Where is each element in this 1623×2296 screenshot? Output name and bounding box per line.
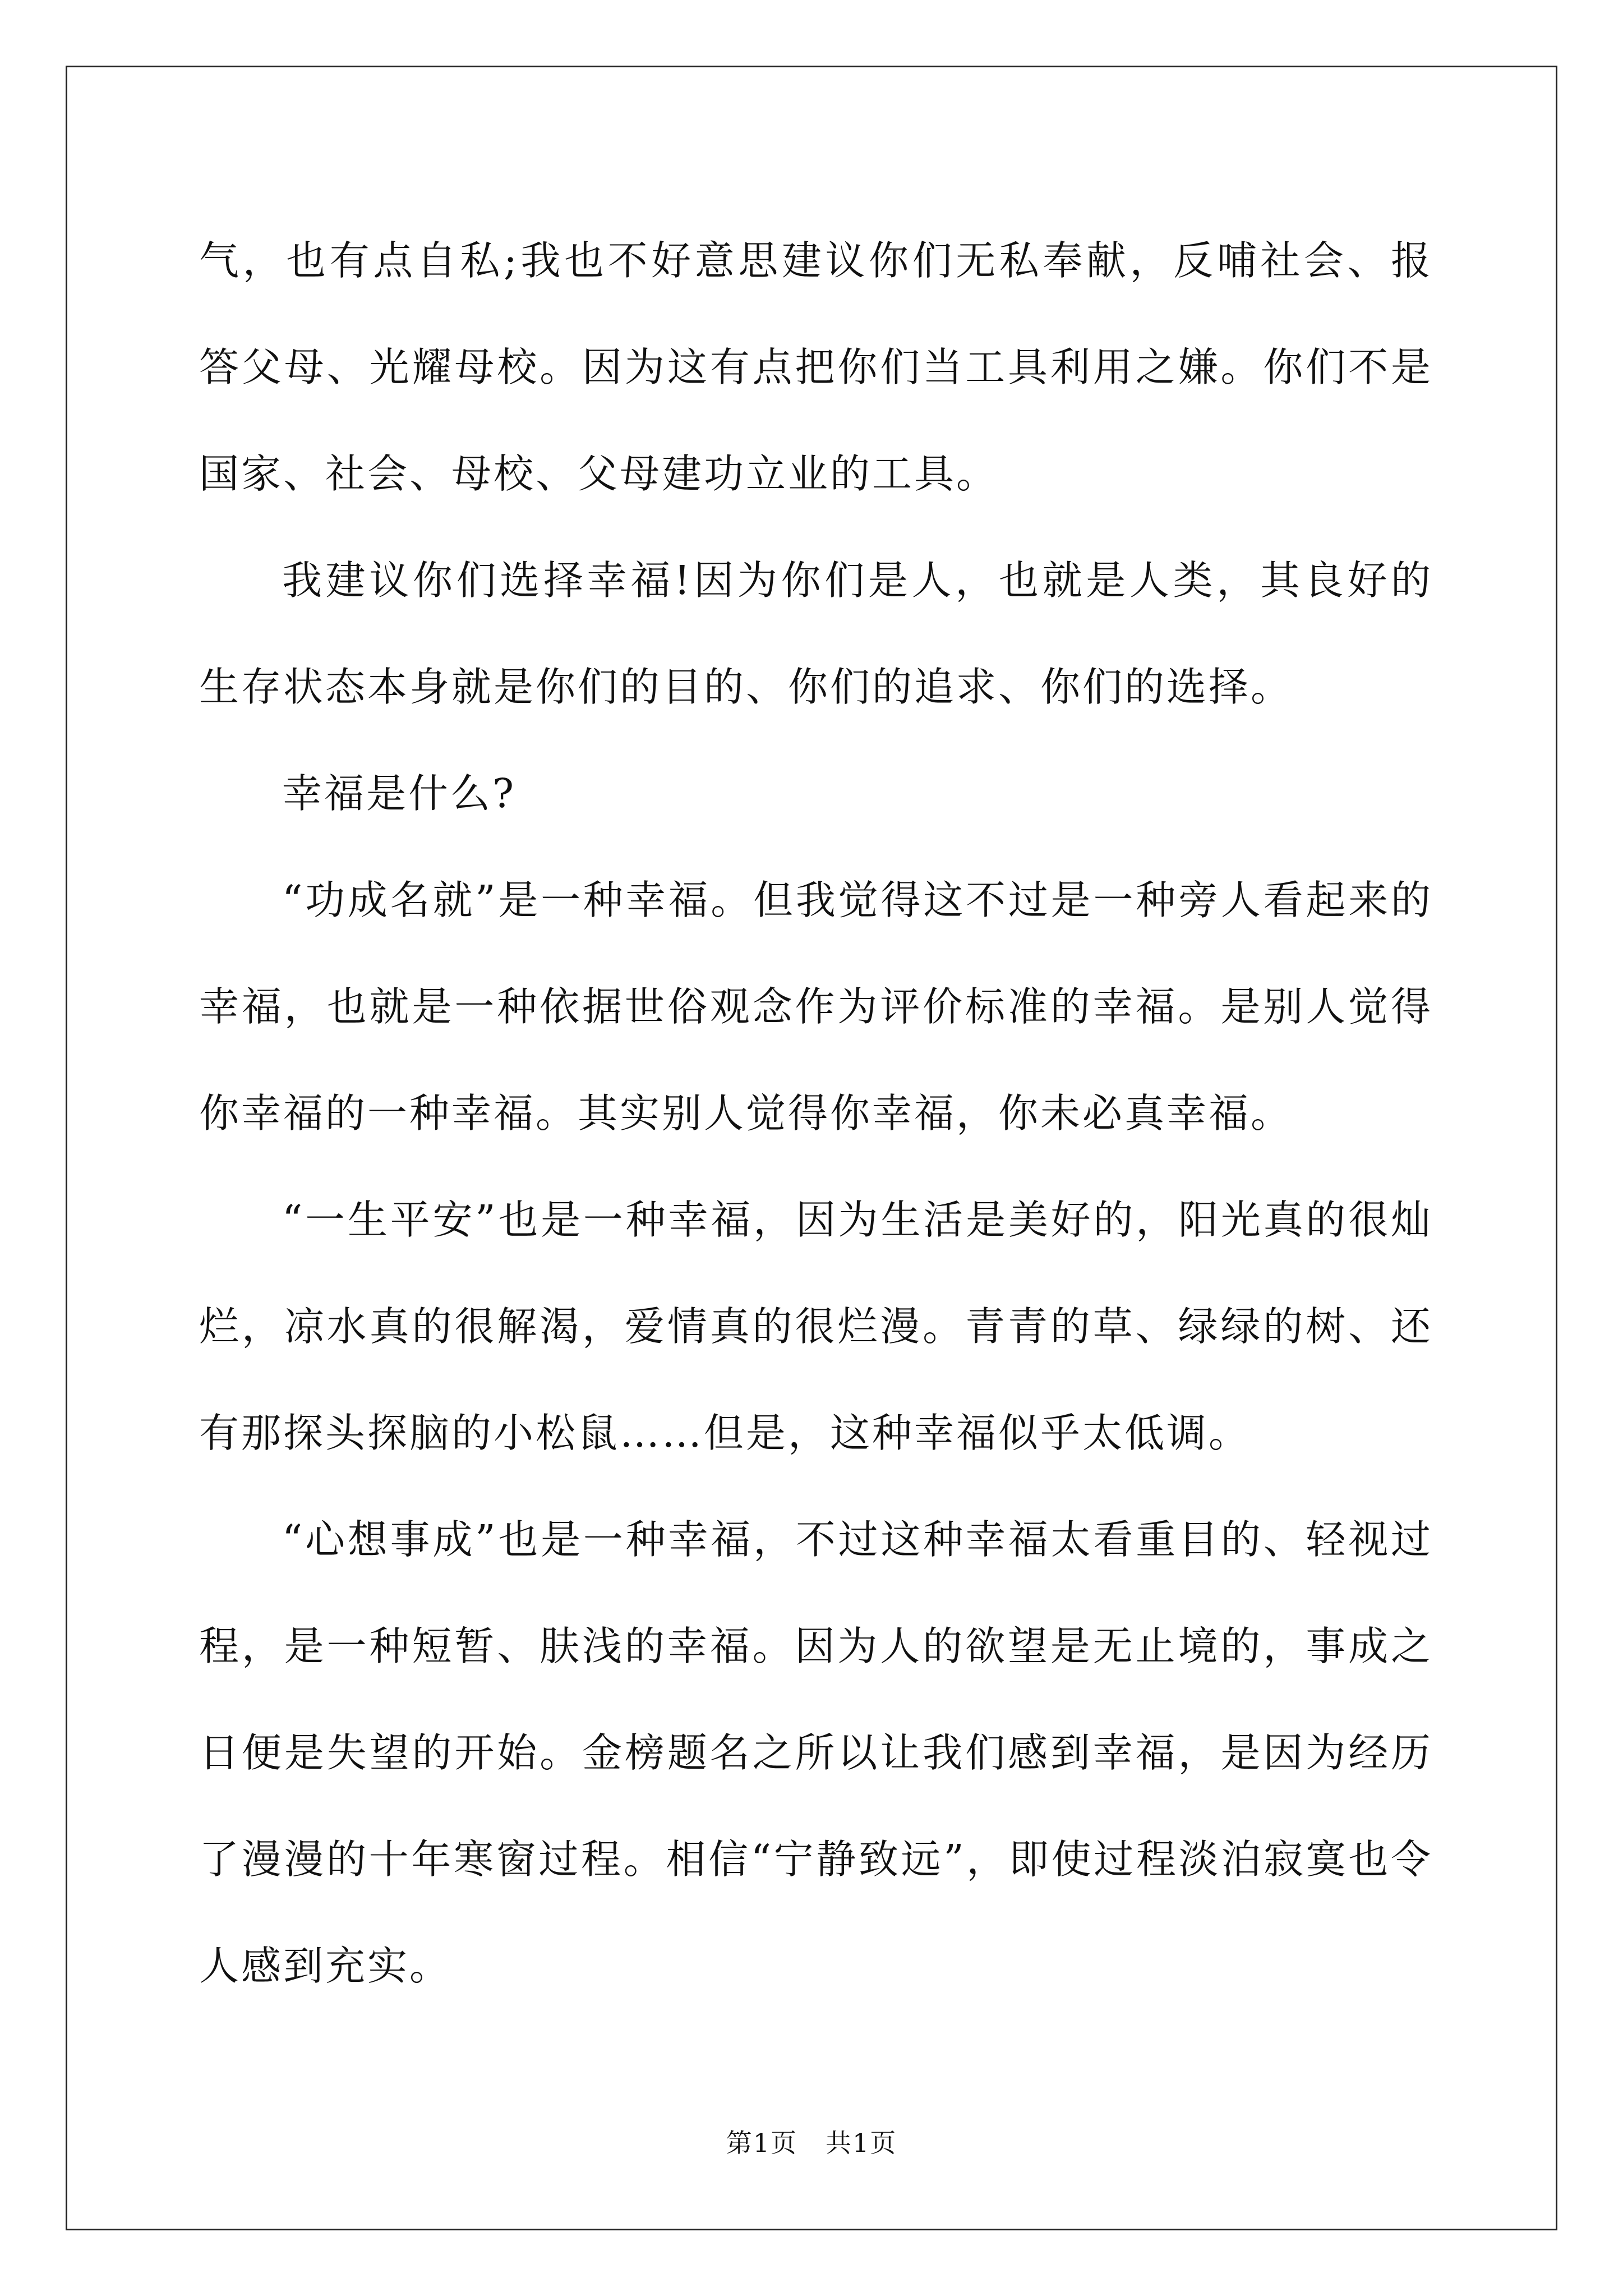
paragraph-2: 我建议你们选择幸福!因为你们是人，也就是人类，其良好的生存状态本身就是你们的目的、你们的追求、你们的选择。 [199,557,1433,710]
paragraph-1: 气，也有点自私;我也不好意思建议你们无私奉献，反哺社会、报答父母、光耀母校。因为这有点把你们当工具利用之嫌。你们不是国家、社会、母校、父母建功立业的工具。 [199,237,1433,497]
document-body [199,208,1433,2019]
paragraph-6: “心想事成”也是一种幸福，不过这种幸福太看重目的、轻视过程，是一种短暂、肤浅的幸福。因为人的欲望是无止境的，事成之日便是失望的开始。金榜题名之所以让我们感到幸福，是因为经历了漫漫的十年寒窗过程。相信“宁静致远”，即使过程淡泊寂寞也令人感到充实。 [199,1516,1433,1989]
paragraph-4: “功成名就”是一种幸福。但我觉得这不过是一种旁人看起来的幸福，也就是一种依据世俗观念作为评价标准的幸福。是别人觉得你幸福的一种幸福。其实别人觉得你幸福，你未必真幸福。 [199,877,1433,1137]
paragraph-3: 幸福是什么? [282,770,517,817]
paragraph-5: “一生平安”也是一种幸福，因为生活是美好的，阳光真的很灿烂，凉水真的很解渴，爱情真的很烂漫。青青的草、绿绿的树、还有那探头探脑的小松鼠……但是，这种幸福似乎太低调。 [199,1197,1433,1456]
page-number: 第1页 [726,2128,797,2158]
page-footer [0,2126,1623,2160]
page-total: 共1页 [826,2128,897,2158]
